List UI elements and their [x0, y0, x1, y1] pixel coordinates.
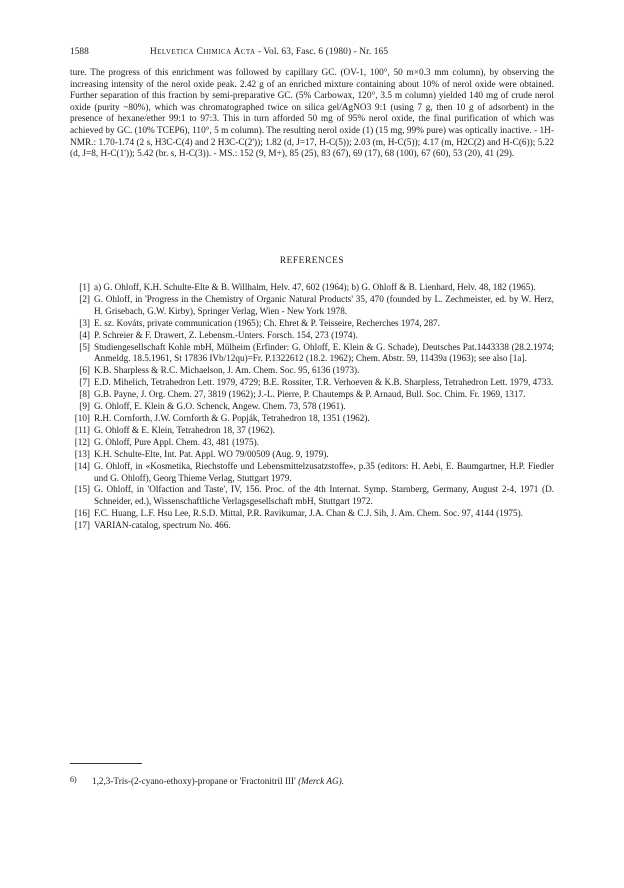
reference-text: a) G. Ohloff, K.H. Schulte-Elte & B. Willhalm, Helv. 47, 602 (1964); b) G. Ohloff & B. Lienhard, Helv. 48, 182 (1965). — [94, 282, 536, 292]
reference-text: P. Schreier & F. Drawert, Z. Lebensm.-Unters. Forsch. 154, 273 (1974). — [94, 329, 358, 340]
reference-item — [70, 508, 554, 520]
reference-number: [15] — [74, 484, 90, 495]
reference-text: VARIAN-catalog, spectrum No. 466. — [94, 520, 231, 531]
reference-text: F.C. Huang, L.F. Hsu Lee, R.S.D. Mittal, P.R. Ravikumar, J.A. Chan & C.J. Sih, J. Am. Chem. Soc. 97, 4144 (1975). — [94, 508, 523, 519]
reference-item — [70, 437, 554, 449]
footnote-source: (Merck AG). — [298, 776, 344, 786]
reference-text: K.B. Sharpless & R.C. Michaelson, J. Am. Chem. Soc. 95, 6136 (1973). — [94, 365, 360, 376]
reference-number: [4] — [79, 329, 90, 340]
reference-text: G. Ohloff, in 'Olfaction and Taste', IV, 156. Proc. of the 4th Internat. Symp. Starnberg, Germany, August 2-4, 1971 (D. Schneider, ed.), Wissenschaftliche Verlagsgesellschaft mbH, Stuttgart 1972. — [94, 484, 554, 507]
reference-text: E.D. Mihelich, Tetrahedron Lett. 1979, 4729; B.E. Rossiter, T.R. Verhoeven & K.B. Sharpless, Tetrahedron Lett. 1979, 4733. — [94, 377, 554, 388]
reference-text: G. Ohloff & E. Klein, Tetrahedron 18, 37 (1962). — [94, 424, 275, 435]
references-list — [70, 282, 554, 532]
reference-text: G. Ohloff, in «Kosmetika, Riechstoffe und Lebensmittelzusatzstoffe», p.35 (editors: H. Aebi, E. Baumgartner, H.P. Fiedler und G. Ohloff), Georg Thieme Verlag, Stuttgart 1979. — [94, 460, 554, 483]
footnote — [70, 774, 554, 788]
reference-number: [16] — [74, 508, 90, 519]
reference-number: [9] — [79, 401, 90, 412]
reference-item — [70, 294, 554, 318]
reference-item — [70, 449, 554, 461]
reference-number: [14] — [74, 460, 90, 471]
reference-item — [70, 389, 554, 401]
reference-number: [12] — [74, 436, 90, 447]
references-heading: REFERENCES — [279, 256, 345, 266]
reference-text: K.H. Schulte-Elte, Int. Pat. Appl. WO 79/00509 (Aug. 9, 1979). — [94, 448, 329, 459]
experimental-paragraph — [70, 68, 554, 161]
reference-number: [1] — [79, 282, 90, 292]
reference-number: [13] — [74, 448, 90, 459]
reference-item — [70, 484, 554, 508]
reference-item — [70, 377, 554, 389]
reference-text: G. Ohloff, Pure Appl. Chem. 43, 481 (1975). — [94, 436, 259, 447]
reference-item — [70, 520, 554, 532]
body-paragraph: ture. The progress of this enrichment was followed by capillary GC. (OV-1, 100°, 50 m×0.3 mm column), by observing the increasing intensity of the nerol oxide peak. 2.42 g of an enriched mixture containing about 10% of nerol oxide were obtained. Further separation of this fraction by semi-preparative GC. (5% Carbowax, 120°, 3.5 m column) yielded 140 mg of crude nerol oxide (purity ~80%), which was chromatographed twice on silica gel/AgNO3 9:1 (using 7 g, then 10 g of adsorbent) in the presence of hexane/ether 99:1 to 97:3. This in turn afforded 50 mg of 95% nerol oxide, the final purification of which was achieved by GC. (10% TCEP6), 110°, 5 m column). The resulting nerol oxide (1) (15 mg, 99% pure) was optically inactive. - 1H-NMR.: 1.70-1.74 (2 s, H3C-C(4) and 2 H3C-C(2')); 1.82 (d, J=17, H-C(5)); 2.03 (m, H-C(5)); 4.17 (m, H2C(2) and H-C(6)); 5.22 (d, J=8, H-C(1')); 5.42 (br. s, H-C(3)). - MS.: 152 (9, M+), 85 (25), 83 (67), 69 (17), 68 (100), 67 (60), 53 (20), 41 (29). — [70, 68, 554, 160]
reference-text: G. Ohloff, E. Klein & G.O. Schenck, Angew. Chem. 73, 578 (1961). — [94, 401, 346, 412]
reference-number: [11] — [75, 424, 90, 435]
reference-number: [3] — [79, 317, 90, 328]
reference-number: [8] — [79, 389, 90, 400]
reference-text: G. Ohloff, in 'Progress in the Chemistry of Organic Natural Products' 35, 470 (founded by L. Zechmeister, ed. by W. Herz, H. Grisebach, G.W. Kirby), Springer Verlag, Wien - New York 1978. — [94, 293, 554, 316]
footnote-divider — [70, 763, 142, 764]
footnote-mark: 6) — [70, 775, 77, 784]
reference-number: [17] — [74, 520, 90, 531]
reference-item — [70, 365, 554, 377]
reference-number: [5] — [79, 341, 90, 352]
reference-item — [70, 318, 554, 330]
reference-item — [70, 282, 554, 294]
reference-number: [6] — [79, 365, 90, 376]
reference-item — [70, 461, 554, 485]
reference-item — [70, 425, 554, 437]
reference-number: [7] — [79, 377, 90, 388]
reference-text: R.H. Cornforth, J.W. Cornforth & G. Popják, Tetrahedron 18, 1351 (1962). — [94, 412, 370, 423]
reference-item — [70, 413, 554, 425]
reference-text: E. sz. Kováts, private communication (1965); Ch. Ehret & P. Teisseire, Recherches 1974, 287. — [94, 317, 440, 328]
journal-name: Helvetica Chimica Acta — [150, 47, 256, 57]
footnote-text: 1,2,3-Tris-(2-cyano-ethoxy)-propane or 'Fractonitril III' — [92, 776, 299, 786]
journal-volume-info: - Vol. 63, Fasc. 6 (1980) - Nr. 165 — [255, 47, 389, 57]
reference-number: [2] — [79, 293, 90, 304]
page-number: 1588 — [70, 47, 89, 57]
reference-item — [70, 342, 554, 366]
reference-item — [70, 401, 554, 413]
reference-text: Studiengesellschaft Kohle mbH, Mülheim (Erfinder: G. Ohloff, E. Klein & G. Schade), Deutsches Pat.1443338 (28.2.1974; Anmeldg. 18.5.1961, St 17836 IVb/12qu)=Fr. P.1322612 (18.2. 1962); Chem. Abstr. 59, 11439a (1963); see also [1a]. — [94, 341, 554, 364]
reference-item — [70, 330, 554, 342]
reference-text: G.B. Payne, J. Org. Chem. 27, 3819 (1962); J.-L. Pierre, P. Chautemps & P. Arnaud, Bull. Soc. Chim. Fr. 1969, 1317. — [94, 389, 526, 400]
reference-number: [10] — [74, 412, 90, 423]
journal-citation — [150, 46, 388, 58]
